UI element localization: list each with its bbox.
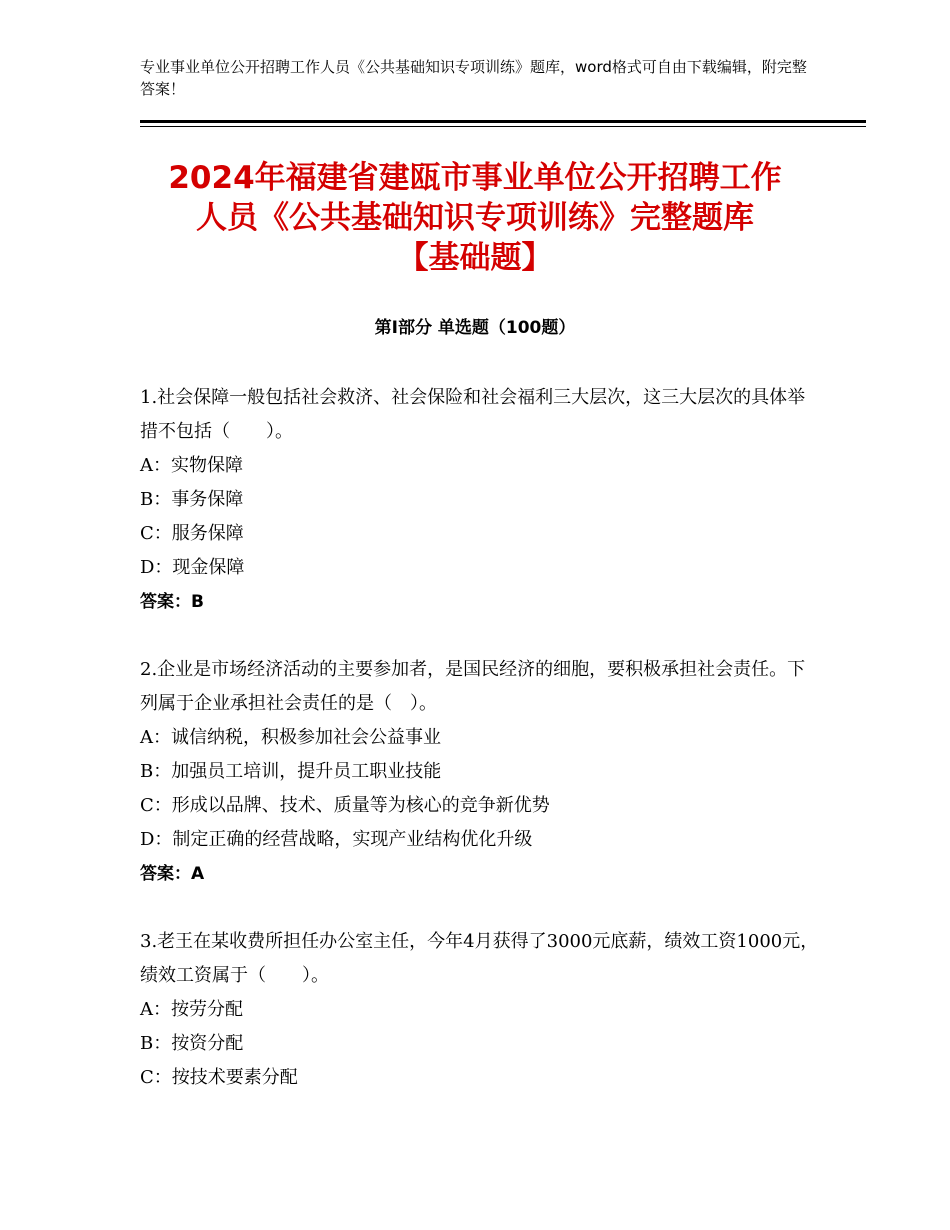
option-c: C：按技术要素分配: [140, 1067, 298, 1088]
answer: 答案：B: [140, 592, 204, 612]
option-c: C：服务保障: [140, 523, 244, 544]
question-stem: 1.社会保障一般包括社会救济、社会保险和社会福利三大层次，这三大层次的具体举措不包括（ ）。: [140, 387, 806, 442]
header-note: 专业事业单位公开招聘工作人员《公共基础知识专项训练》题库，word格式可自由下载编辑，附完整答案！: [140, 58, 807, 98]
title-line-3: 【基础题】: [397, 240, 553, 276]
title-line-2: 人员《公共基础知识专项训练》完整题库: [196, 200, 754, 236]
question-3: [140, 925, 820, 1095]
option-d: D：制定正确的经营战略，实现产业结构优化升级: [140, 829, 533, 850]
question-stem: 3.老王在某收费所担任办公室主任，今年4月获得了3000元底薪，绩效工资1000元，绩效工资属于（ ）。: [140, 931, 819, 986]
option-a: A：诚信纳税，积极参加社会公益事业: [140, 727, 441, 748]
header-rule-thick: [140, 120, 866, 123]
option-b: B：加强员工培训，提升员工职业技能: [140, 761, 442, 782]
header-rule-thin: [140, 126, 866, 127]
option-a: A：实物保障: [140, 455, 243, 476]
option-d: D：现金保障: [140, 557, 245, 578]
title-line-1: 2024年福建省建瓯市事业单位公开招聘工作: [168, 160, 782, 196]
section-title: 第I部分 单选题（100题）: [374, 318, 576, 338]
option-b: B：按资分配: [140, 1033, 244, 1054]
option-c: C：形成以品牌、技术、质量等为核心的竞争新优势: [140, 795, 550, 816]
option-a: A：按劳分配: [140, 999, 243, 1020]
question-2: [140, 653, 820, 891]
document-title: [100, 158, 850, 278]
question-stem: 2.企业是市场经济活动的主要参加者，是国民经济的细胞，要积极承担社会责任。下列属于企业承担社会责任的是（ ）。: [140, 659, 806, 714]
question-1: [140, 381, 820, 619]
option-b: B：事务保障: [140, 489, 244, 510]
answer: 答案：A: [140, 864, 205, 884]
